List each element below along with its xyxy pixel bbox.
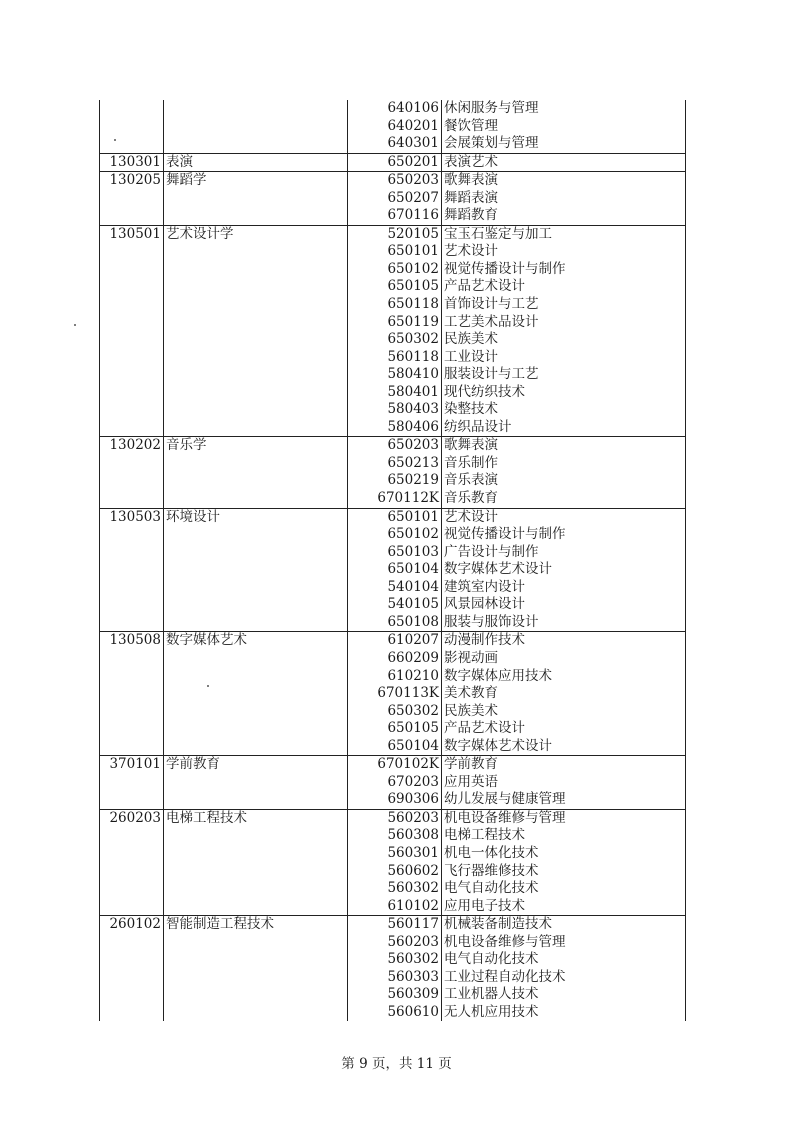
vocational-major-name: 餐饮管理	[444, 117, 498, 134]
vocational-major-code: 560308	[387, 827, 439, 844]
vocational-major-name: 数字媒体应用技术	[444, 667, 552, 684]
vocational-name-cell	[442, 153, 686, 172]
table-row	[100, 508, 686, 632]
vocational-major-code: 560203	[387, 933, 439, 950]
vocational-major-code: 650105	[387, 720, 439, 737]
vocational-major-code: 580403	[387, 401, 439, 418]
vocational-major-code: 650105	[387, 278, 439, 295]
vocational-major-name: 机电设备维修与管理	[444, 933, 566, 950]
vocational-name-cell	[442, 100, 686, 153]
vocational-major-code: 560610	[387, 1003, 439, 1020]
vocational-major-code: 650302	[387, 702, 439, 719]
vocational-name-cell	[442, 756, 686, 810]
vocational-name-cell	[442, 225, 686, 437]
vocational-major-name: 休闲服务与管理	[444, 100, 539, 116]
vocational-code-cell	[348, 632, 442, 756]
vocational-major-code: 520105	[387, 225, 439, 242]
table-row	[100, 632, 686, 756]
table-row	[100, 153, 686, 172]
page-footer: 第 9 页，共 11 页	[341, 1056, 452, 1072]
vocational-major-name: 产品艺术设计	[444, 278, 525, 295]
vocational-major-name: 风景园林设计	[444, 596, 525, 613]
vocational-major-code: 560301	[387, 844, 439, 861]
vocational-major-name: 音乐表演	[444, 472, 498, 489]
vocational-major-code: 650207	[387, 189, 439, 206]
vocational-name-cell	[442, 508, 686, 632]
vocational-name-cell	[442, 172, 686, 226]
vocational-major-code: 560118	[387, 348, 439, 365]
undergrad-major-code: 130202	[100, 437, 164, 508]
vocational-major-name: 飞行器维修技术	[444, 862, 539, 879]
vocational-major-name: 服装与服饰设计	[444, 613, 539, 630]
vocational-major-name: 服装设计与工艺	[444, 366, 539, 383]
vocational-major-name: 舞蹈教育	[444, 207, 498, 224]
vocational-major-name: 工业机器人技术	[444, 986, 539, 1003]
vocational-major-code: 650302	[387, 331, 439, 348]
vocational-major-code: 670203	[387, 773, 439, 790]
undergrad-major-name	[164, 100, 348, 153]
vocational-major-name: 表演艺术	[444, 153, 498, 170]
undergrad-major-name: 电梯工程技术	[164, 809, 348, 915]
vocational-major-name: 无人机应用技术	[444, 1003, 539, 1020]
vocational-major-code: 650201	[387, 153, 439, 170]
vocational-code-cell	[348, 225, 442, 437]
vocational-major-name: 视觉传播设计与制作	[444, 526, 566, 543]
undergrad-major-code: 130508	[100, 632, 164, 756]
vocational-major-name: 民族美术	[444, 702, 498, 719]
undergrad-major-name: 智能制造工程技术	[164, 916, 348, 1022]
vocational-code-cell	[348, 153, 442, 172]
vocational-major-name: 学前教育	[444, 756, 498, 773]
vocational-major-code: 670112K	[377, 490, 439, 507]
vocational-major-code: 650203	[387, 172, 439, 189]
vocational-major-code: 610207	[387, 632, 439, 649]
vocational-major-name: 美术教育	[444, 685, 498, 702]
table-row	[100, 756, 686, 810]
vocational-major-code: 560117	[387, 916, 439, 933]
major-mapping-table	[99, 100, 686, 1021]
table-body	[100, 100, 686, 1021]
vocational-major-code: 650102	[387, 526, 439, 543]
vocational-major-code: 650101	[387, 243, 439, 260]
vocational-major-name: 电梯工程技术	[444, 827, 525, 844]
vocational-major-name: 动漫制作技术	[444, 632, 525, 649]
vocational-major-name: 艺术设计	[444, 508, 498, 525]
vocational-major-code: 640301	[387, 135, 439, 152]
vocational-major-name: 纺织品设计	[444, 418, 512, 435]
undergrad-major-code: 260203	[100, 809, 164, 915]
vocational-major-code: 650119	[387, 313, 439, 330]
vocational-major-code: 560302	[387, 951, 439, 968]
vocational-major-code: 650219	[387, 472, 439, 489]
vocational-major-name: 音乐教育	[444, 490, 498, 507]
vocational-major-code: 650104	[387, 561, 439, 578]
vocational-major-code: 660209	[387, 649, 439, 666]
undergrad-major-code: 260102	[100, 916, 164, 1022]
vocational-major-name: 歌舞表演	[444, 437, 498, 454]
table-row	[100, 437, 686, 508]
undergrad-major-name: 音乐学	[164, 437, 348, 508]
vocational-major-code: 560203	[387, 809, 439, 826]
undergrad-major-code: 130301	[100, 153, 164, 172]
vocational-code-cell	[348, 756, 442, 810]
vocational-code-cell	[348, 172, 442, 226]
vocational-major-code: 580406	[387, 418, 439, 435]
vocational-major-name: 数字媒体艺术设计	[444, 561, 552, 578]
vocational-major-name: 舞蹈表演	[444, 189, 498, 206]
vocational-major-name: 产品艺术设计	[444, 720, 525, 737]
undergrad-major-name: 数字媒体艺术	[164, 632, 348, 756]
vocational-major-name: 工业设计	[444, 348, 498, 365]
table-row	[100, 916, 686, 1022]
vocational-major-code: 650203	[387, 437, 439, 454]
vocational-major-code: 610102	[387, 897, 439, 914]
scan-speck	[74, 324, 76, 326]
vocational-major-code: 610210	[387, 667, 439, 684]
vocational-major-code: 540105	[387, 596, 439, 613]
vocational-major-name: 应用英语	[444, 773, 498, 790]
vocational-major-name: 染整技术	[444, 401, 498, 418]
undergrad-major-code	[100, 100, 164, 153]
vocational-major-name: 幼儿发展与健康管理	[444, 791, 566, 808]
undergrad-major-name: 学前教育	[164, 756, 348, 810]
vocational-major-code: 650103	[387, 543, 439, 560]
vocational-major-code: 640106	[387, 100, 439, 116]
table-row	[100, 809, 686, 915]
vocational-major-code: 650213	[387, 454, 439, 471]
undergrad-major-name: 环境设计	[164, 508, 348, 632]
scan-speck	[114, 139, 116, 141]
vocational-major-name: 建筑室内设计	[444, 578, 525, 595]
undergrad-major-name: 艺术设计学	[164, 225, 348, 437]
vocational-code-cell	[348, 100, 442, 153]
vocational-major-code: 670102K	[377, 756, 439, 773]
undergrad-major-code: 370101	[100, 756, 164, 810]
vocational-major-code: 650101	[387, 508, 439, 525]
vocational-major-code: 650118	[387, 296, 439, 313]
undergrad-major-code: 130205	[100, 172, 164, 226]
vocational-major-name: 会展策划与管理	[444, 135, 539, 152]
vocational-major-name: 电气自动化技术	[444, 880, 539, 897]
vocational-major-name: 现代纺织技术	[444, 383, 525, 400]
vocational-name-cell	[442, 437, 686, 508]
vocational-major-code: 560303	[387, 968, 439, 985]
vocational-major-code: 650104	[387, 737, 439, 754]
table-row	[100, 225, 686, 437]
vocational-major-name: 歌舞表演	[444, 172, 498, 189]
undergrad-major-name: 表演	[164, 153, 348, 172]
vocational-major-code: 640201	[387, 117, 439, 134]
vocational-major-name: 工艺美术品设计	[444, 313, 539, 330]
undergrad-major-name: 舞蹈学	[164, 172, 348, 226]
vocational-major-name: 数字媒体艺术设计	[444, 737, 552, 754]
vocational-major-name: 宝玉石鉴定与加工	[444, 225, 552, 242]
vocational-major-name: 机电一体化技术	[444, 844, 539, 861]
vocational-major-code: 650102	[387, 260, 439, 277]
vocational-major-code: 580401	[387, 383, 439, 400]
vocational-major-name: 工业过程自动化技术	[444, 968, 566, 985]
vocational-major-name: 电气自动化技术	[444, 951, 539, 968]
table-row	[100, 100, 686, 153]
table-row	[100, 172, 686, 226]
vocational-code-cell	[348, 809, 442, 915]
vocational-major-name: 影视动画	[444, 649, 498, 666]
scan-speck	[207, 685, 209, 687]
vocational-major-code: 670113K	[377, 685, 439, 702]
vocational-major-name: 机电设备维修与管理	[444, 809, 566, 826]
vocational-major-code: 540104	[387, 578, 439, 595]
vocational-major-name: 视觉传播设计与制作	[444, 260, 566, 277]
vocational-major-code: 560602	[387, 862, 439, 879]
vocational-major-code: 690306	[387, 791, 439, 808]
undergrad-major-code: 130501	[100, 225, 164, 437]
vocational-code-cell	[348, 508, 442, 632]
vocational-major-code: 650108	[387, 613, 439, 630]
vocational-code-cell	[348, 437, 442, 508]
vocational-major-code: 560302	[387, 880, 439, 897]
vocational-major-name: 民族美术	[444, 331, 498, 348]
vocational-major-code: 560309	[387, 986, 439, 1003]
vocational-name-cell	[442, 916, 686, 1022]
vocational-major-name: 艺术设计	[444, 243, 498, 260]
vocational-code-cell	[348, 916, 442, 1022]
vocational-major-code: 580410	[387, 366, 439, 383]
vocational-major-name: 首饰设计与工艺	[444, 296, 539, 313]
vocational-major-name: 音乐制作	[444, 454, 498, 471]
vocational-major-name: 机械装备制造技术	[444, 916, 552, 933]
vocational-major-name: 广告设计与制作	[444, 543, 539, 560]
undergrad-major-code: 130503	[100, 508, 164, 632]
vocational-name-cell	[442, 809, 686, 915]
vocational-major-code: 670116	[387, 207, 439, 224]
vocational-major-name: 应用电子技术	[444, 897, 525, 914]
vocational-name-cell	[442, 632, 686, 756]
